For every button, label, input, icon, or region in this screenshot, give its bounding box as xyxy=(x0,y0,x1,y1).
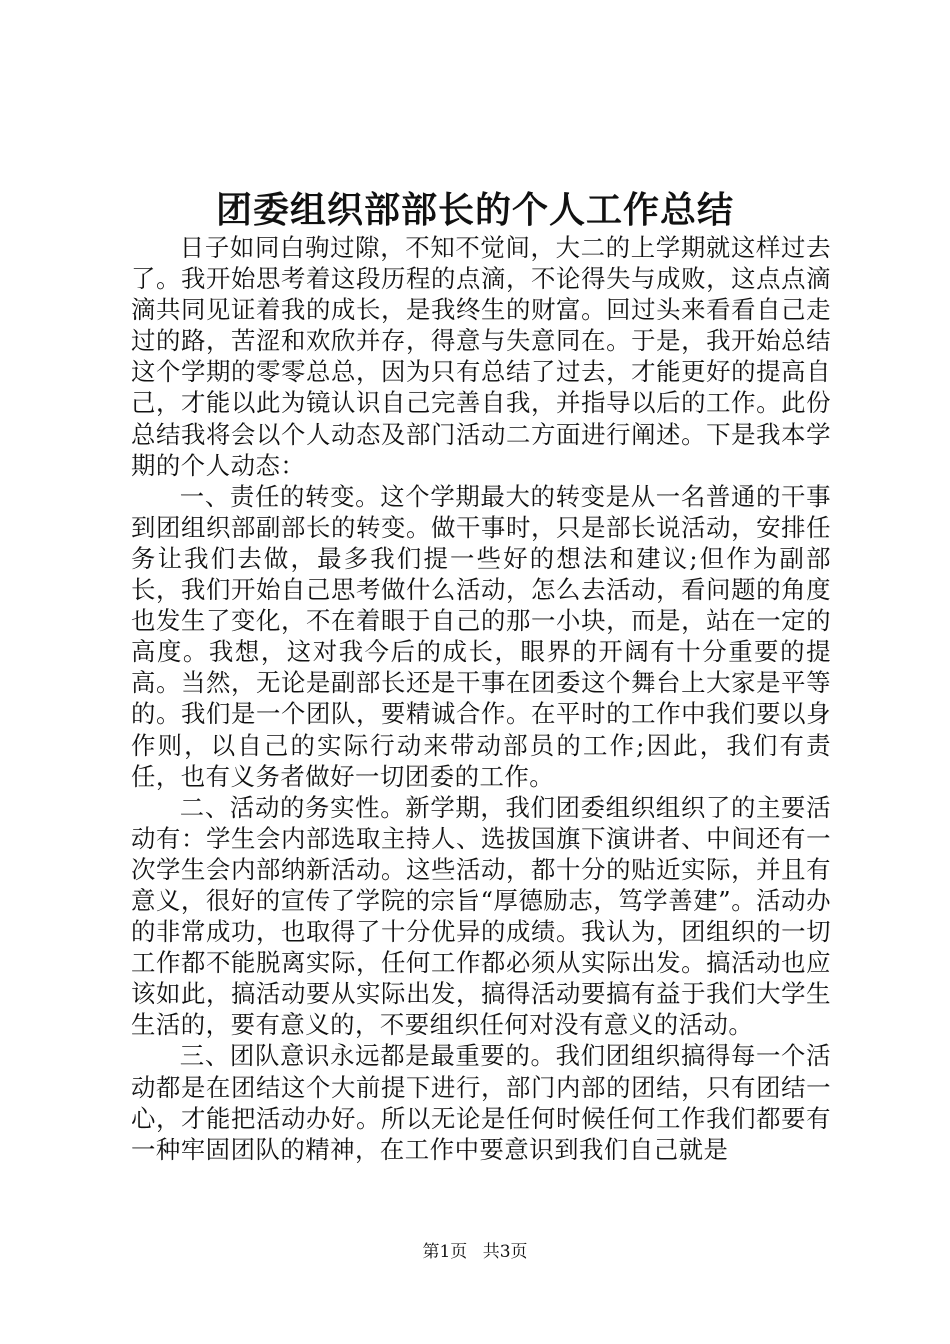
page-total: 共3页 xyxy=(482,1242,528,1262)
document-body xyxy=(131,232,831,1165)
paragraph-intro: 日子如同白驹过隙，不知不觉间，大二的上学期就这样过去了。我开始思考着这段历程的点滴，不论得失与成败，这点点滴滴共同见证着我的成长，是我终生的财富。回过头来看看自己走过的路，苦涩和欢欣并存，得意与失意同在。于是，我开始总结这个学期的零零总总，因为只有总结了过去，才能更好的提高自己，才能以此为镜认识自己完善自我，并指导以后的工作。此份总结我将会以个人动态及部门活动二方面进行阐述。下是我本学期的个人动态： xyxy=(131,233,831,480)
page-number: 第1页 xyxy=(422,1242,468,1262)
document-title: 团委组织部部长的个人工作总结 xyxy=(215,189,734,231)
paragraph-activities: 二、活动的务实性。新学期，我们团委组织组织了的主要活动有：学生会内部选取主持人、选拔国旗下演讲者、中间还有一次学生会内部纳新活动。这些活动，都十分的贴近实际，并且有意义，很好的宣传了学院的宗旨“厚德励志，笃学善建”。活动办的非常成功，也取得了十分优异的成绩。我认为，团组织的一切工作都不能脱离实际，任何工作都必须从实际出发。搞活动也应该如此，搞活动要从实际出发，搞得活动要搞有益于我们大学生生活的，要有意义的，不要组织任何对没有意义的活动。 xyxy=(131,792,831,1040)
paragraph-responsibility: 一、责任的转变。这个学期最大的转变是从一名普通的干事到团组织部副部长的转变。做干事时，只是部长说活动，安排任务让我们去做，最多我们提一些好的想法和建议;但作为副部长，我们开始自己思考做什么活动，怎么去活动，看问题的角度也发生了变化，不在着眼于自己的那一小块，而是，站在一定的高度。我想，这对我今后的成长，眼界的开阔有十分重要的提高。当然，无论是副部长还是干事在团委这个舞台上大家是平等的。我们是一个团队，要精诚合作。在平时的工作中我们要以身作则，以自己的实际行动来带动部员的工作;因此，我们有责任，也有义务者做好一切团委的工作。 xyxy=(131,481,831,791)
page-footer xyxy=(0,1240,950,1264)
paragraph-teamwork: 三、团队意识永远都是最重要的。我们团组织搞得每一个活动都是在团结这个大前提下进行，部门内部的团结，只有团结一心，才能把活动办好。所以无论是任何时候任何工作我们都要有一种牢固团队的精神，在工作中要意识到我们自己就是 xyxy=(131,1041,831,1164)
